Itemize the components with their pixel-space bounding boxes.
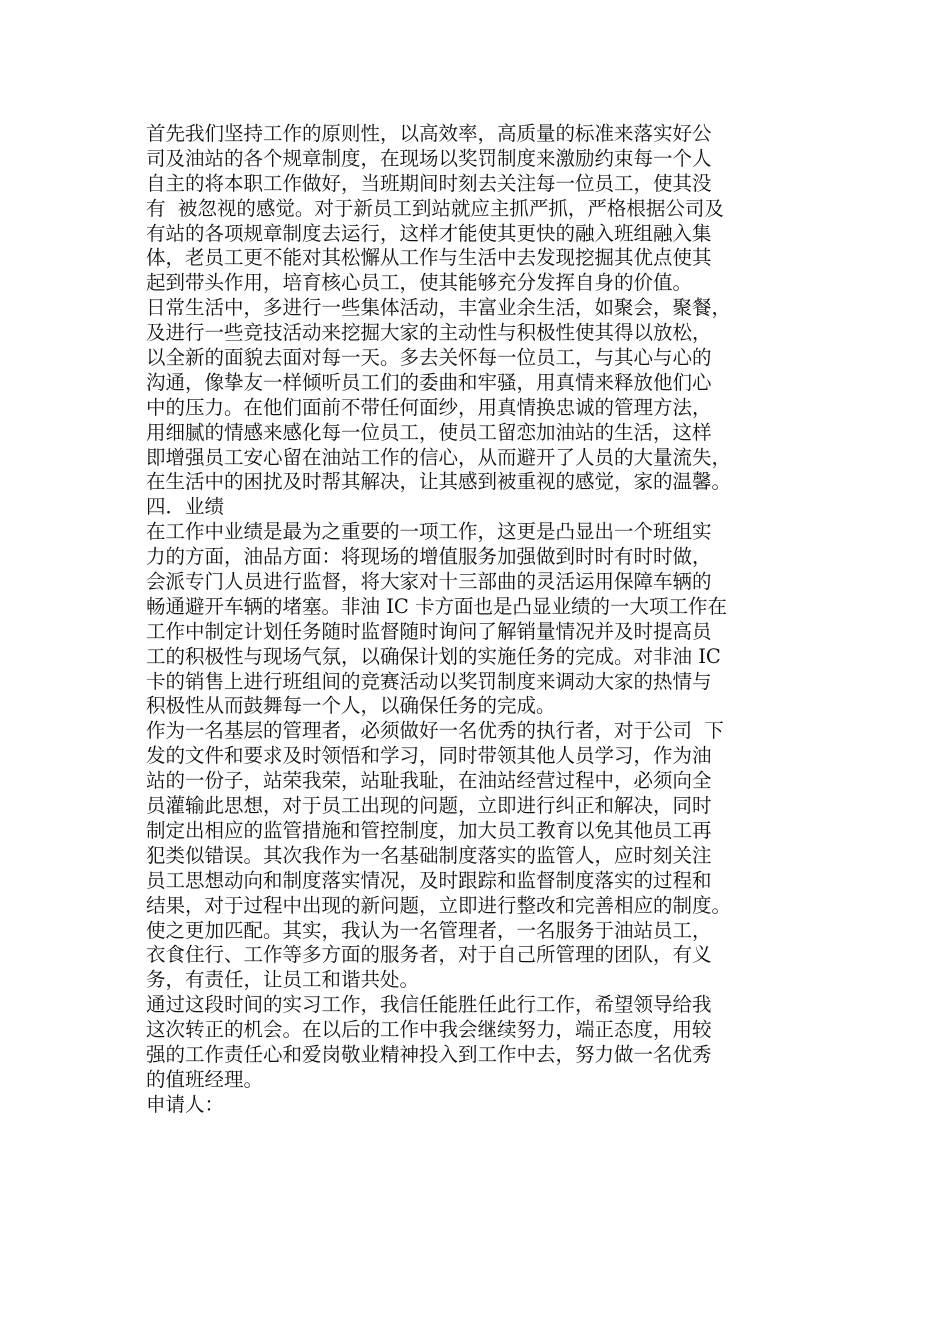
text-line: 结果，对于过程中出现的新问题，立即进行整改和完善相应的制度。 — [146, 893, 732, 917]
text-line: 的值班经理。 — [146, 1067, 264, 1091]
text-line: 员工思想动向和制度落实情况，及时跟踪和监督制度落实的过程和 — [146, 868, 712, 892]
text-line: 衣食住行、工作等多方面的服务者，对于自己所管理的团队，有义 — [146, 943, 712, 967]
text-line: 用细腻的情感来感化每一位员工，使员工留恋加油站的生活，这样 — [146, 420, 712, 444]
text-line: 通过这段时间的实习工作，我信任能胜任此行工作，希望领导给我 — [146, 993, 712, 1017]
document-body — [146, 122, 816, 1118]
text-line: 工的积极性与现场气氛，以确保计划的实施任务的完成。对非油 IC — [146, 644, 721, 668]
text-line: 以全新的面貌去面对每一天。多去关怀每一位员工，与其心与心的 — [146, 346, 712, 370]
text-line: 发的文件和要求及时领悟和学习，同时带领其他人员学习，作为油 — [146, 744, 712, 768]
text-line: 畅通避开车辆的堵塞。非油 IC 卡方面也是凸显业绩的一大项工作在 — [146, 594, 728, 618]
text-line: 积极性从而鼓舞每一个人，以确保任务的完成。 — [146, 694, 556, 718]
text-line: 在生活中的困扰及时帮其解决，让其感到被重视的感觉，家的温馨。 — [146, 470, 732, 494]
text-line: 犯类似错误。其次我作为一名基础制度落实的监管人，应时刻关注 — [146, 843, 712, 867]
text-line: 首先我们坚持工作的原则性，以高效率，高质量的标准来落实好公 — [146, 122, 712, 145]
text-line: 体，老员工更不能对其松懈从工作与生活中去发现挖掘其优点使其 — [146, 246, 712, 270]
text-line: 员灌输此思想，对于员工出现的问题，立即进行纠正和解决，同时 — [146, 794, 712, 818]
text-line: 会派专门人员进行监督，将大家对十三部曲的灵活运用保障车辆的 — [146, 570, 712, 594]
text-line: 有 被忽视的感觉。对于新员工到站就应主抓严抓，严格根据公司及 — [146, 196, 724, 220]
text-line: 中的压力。在他们面前不带任何面纱，用真情换忠诚的管理方法， — [146, 395, 712, 419]
text-line: 即增强员工安心留在油站工作的信心，从而避开了人员的大量流失， — [146, 445, 732, 469]
text-line: 及进行一些竞技活动来挖掘大家的主动性与积极性使其得以放松， — [146, 321, 712, 345]
text-line: 作为一名基层的管理者，必须做好一名优秀的执行者，对于公司 下 — [146, 719, 724, 743]
text-line: 使之更加匹配。其实，我认为一名管理者，一名服务于油站员工， — [146, 918, 712, 942]
text-line: 有站的各项规章制度去运行，这样才能使其更快的融入班组融入集 — [146, 221, 712, 245]
text-line: 司及油站的各个规章制度，在现场以奖罚制度来激励约束每一个人 — [146, 146, 712, 170]
text-line: 这次转正的机会。在以后的工作中我会继续努力，端正态度，用较 — [146, 1018, 712, 1042]
text-line: 在工作中业绩是最为之重要的一项工作，这更是凸显出一个班组实 — [146, 520, 712, 544]
text-line: 制定出相应的监管措施和管控制度，加大员工教育以免其他员工再 — [146, 818, 712, 842]
section-heading: 四．业绩 — [146, 495, 225, 519]
text-line: 站的一份子，站荣我荣，站耻我耻，在油站经营过程中，必须向全 — [146, 769, 712, 793]
text-line: 自主的将本职工作做好，当班期间时刻去关注每一位员工，使其没 — [146, 171, 712, 195]
text-line: 力的方面，油品方面：将现场的增值服务加强做到时时有时时做， — [146, 545, 712, 569]
text-line: 卡的销售上进行班组间的竞赛活动以奖罚制度来调动大家的热情与 — [146, 669, 712, 693]
text-line: 沟通，像挚友一样倾听员工们的委曲和牢骚，用真情来释放他们心 — [146, 370, 712, 394]
text-line: 起到带头作用，培育核心员工，使其能够充分发挥自身的价值。 — [146, 271, 693, 295]
signature-label: 申请人： — [146, 1092, 225, 1116]
text-line: 强的工作责任心和爱岗敬业精神投入到工作中去，努力做一名优秀 — [146, 1042, 712, 1066]
text-line: 务，有责任，让员工和谐共处。 — [146, 968, 420, 992]
text-line: 工作中制定计划任务随时监督随时询问了解销量情况并及时提高员 — [146, 619, 712, 643]
text-line: 日常生活中，多进行一些集体活动，丰富业余生活，如聚会，聚餐， — [146, 296, 732, 320]
